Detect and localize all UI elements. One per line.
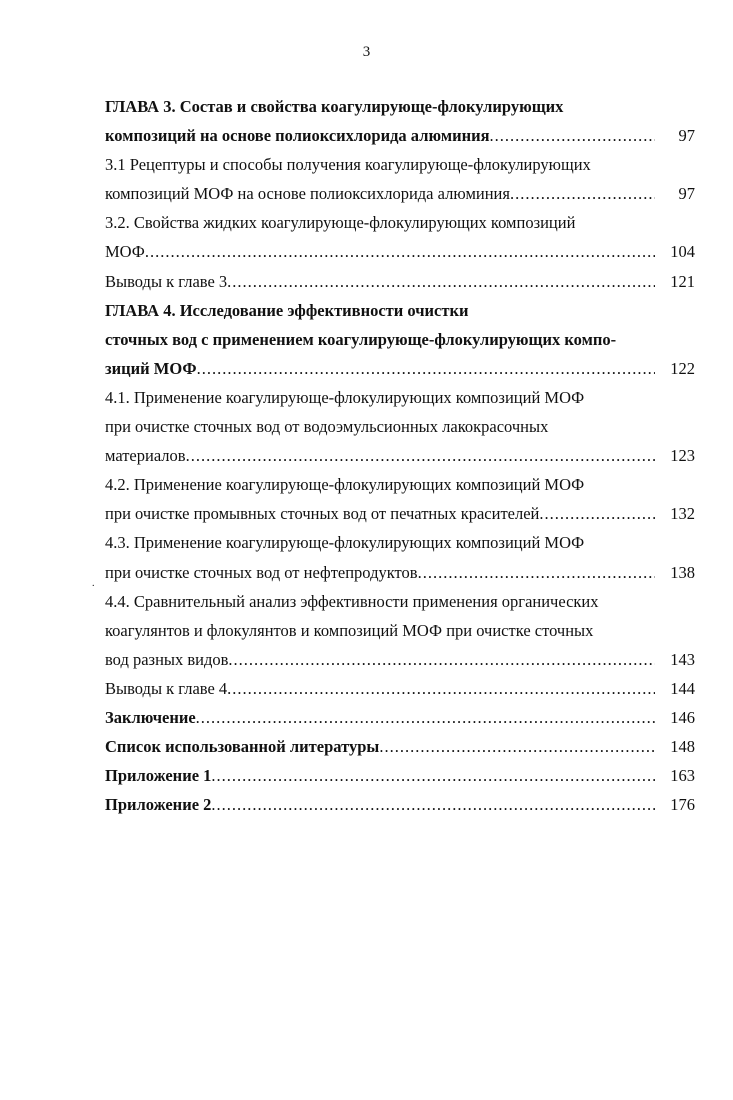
- dot-leader: [197, 354, 655, 383]
- toc-appendix1: Приложение 1: [105, 766, 212, 786]
- dot-leader: [145, 237, 655, 266]
- toc-page-number: 121: [670, 271, 695, 291]
- toc-page-number: 138: [670, 562, 695, 582]
- toc-page-number: 146: [670, 707, 695, 727]
- toc-page-number: 148: [670, 737, 695, 757]
- dot-leader: [228, 645, 655, 674]
- toc-page-number: 176: [670, 795, 695, 815]
- toc-page-number: 97: [678, 184, 695, 204]
- toc-s32-line2: МОФ: [105, 242, 145, 262]
- toc-s43-line1: 4.3. Применение коагулирующе-флокулирующих композиций МОФ: [105, 533, 585, 553]
- scan-mark: .: [92, 578, 95, 589]
- toc-s31-entry: [105, 179, 695, 208]
- toc-page-number: 123: [670, 446, 695, 466]
- toc-conclusion-entry: [105, 703, 695, 732]
- table-of-contents: [105, 92, 695, 819]
- dot-leader: [490, 121, 655, 150]
- toc-s41-line2: при очистке сточных вод от водоэмульсионных лакокрасочных: [105, 417, 549, 437]
- toc-c4-conclusions-entry: [105, 674, 695, 703]
- toc-s41-line1: 4.1. Применение коагулирующе-флокулирующих композиций МОФ: [105, 387, 585, 407]
- dot-leader: [227, 267, 655, 296]
- dot-leader: [379, 732, 655, 761]
- dot-leader: [510, 179, 655, 208]
- toc-appendix2: Приложение 2: [105, 795, 212, 815]
- toc-page-number: 144: [670, 678, 695, 698]
- toc-c3-conclusions-entry: [105, 267, 695, 296]
- toc-conclusion: Заключение: [105, 707, 196, 727]
- toc-s43-line2: при очистке сточных вод от нефтепродуктов: [105, 562, 418, 582]
- toc-s31-line1: 3.1 Рецептуры и способы получения коагулирующе-флокулирующих: [105, 155, 591, 175]
- toc-s44-line2: коагулянтов и флокулянтов и композиций МОФ при очистке сточных: [105, 620, 594, 640]
- page-number: 3: [362, 44, 371, 60]
- toc-s32-line1: 3.2. Свойства жидких коагулирующе-флокулирующих композиций: [105, 213, 576, 233]
- toc-s32-entry: [105, 237, 695, 266]
- dot-leader: [196, 703, 655, 732]
- toc-ch3-title-line2: композиций на основе полиоксихлорида алюминия: [105, 126, 490, 146]
- toc-page-number: 163: [670, 766, 695, 786]
- toc-s44-line1: 4.4. Сравнительный анализ эффективности применения органических: [105, 591, 599, 611]
- toc-s41-line3: материалов: [105, 446, 186, 466]
- toc-s44-line3: вод разных видов: [105, 649, 229, 669]
- toc-s43-entry: [105, 558, 695, 587]
- toc-appendix1-entry: [105, 761, 695, 790]
- dot-leader: [539, 499, 655, 528]
- toc-c3-conclusions: Выводы к главе 3: [105, 271, 228, 291]
- toc-ch4-title-line2: сточных вод с применением коагулирующе-флокулирующих компо-: [105, 329, 617, 349]
- toc-ch3-entry: [105, 121, 695, 150]
- toc-s42-line2: при очистке промывных сточных вод от печатных красителей: [105, 504, 540, 524]
- dot-leader: [211, 761, 655, 790]
- toc-page-number: 97: [678, 126, 695, 146]
- dot-leader: [211, 790, 655, 819]
- toc-page-number: 132: [670, 504, 695, 524]
- toc-page-number: 143: [670, 649, 695, 669]
- toc-c4-conclusions: Выводы к главе 4: [105, 678, 228, 698]
- toc-s31-line2: композиций МОФ на основе полиоксихлорида алюминия: [105, 184, 510, 204]
- toc-appendix2-entry: [105, 790, 695, 819]
- toc-ch4-title-line1: ГЛАВА 4. Исследование эффективности очистки: [105, 300, 469, 320]
- toc-s44-entry: [105, 645, 695, 674]
- dot-leader: [418, 558, 655, 587]
- toc-ch4-entry: [105, 354, 695, 383]
- toc-ch4-title-line3: зиций МОФ: [105, 358, 197, 378]
- toc-s42-entry: [105, 499, 695, 528]
- toc-references-entry: [105, 732, 695, 761]
- toc-s41-entry: [105, 441, 695, 470]
- toc-references: Список использованной литературы: [105, 737, 380, 757]
- toc-s42-line1: 4.2. Применение коагулирующе-флокулирующих композиций МОФ: [105, 475, 585, 495]
- dot-leader: [186, 441, 655, 470]
- dot-leader: [227, 674, 655, 703]
- toc-page-number: 104: [670, 242, 695, 262]
- toc-ch3-title-line1: ГЛАВА 3. Состав и свойства коагулирующе-флокулирующих: [105, 97, 564, 116]
- toc-page-number: 122: [670, 358, 695, 378]
